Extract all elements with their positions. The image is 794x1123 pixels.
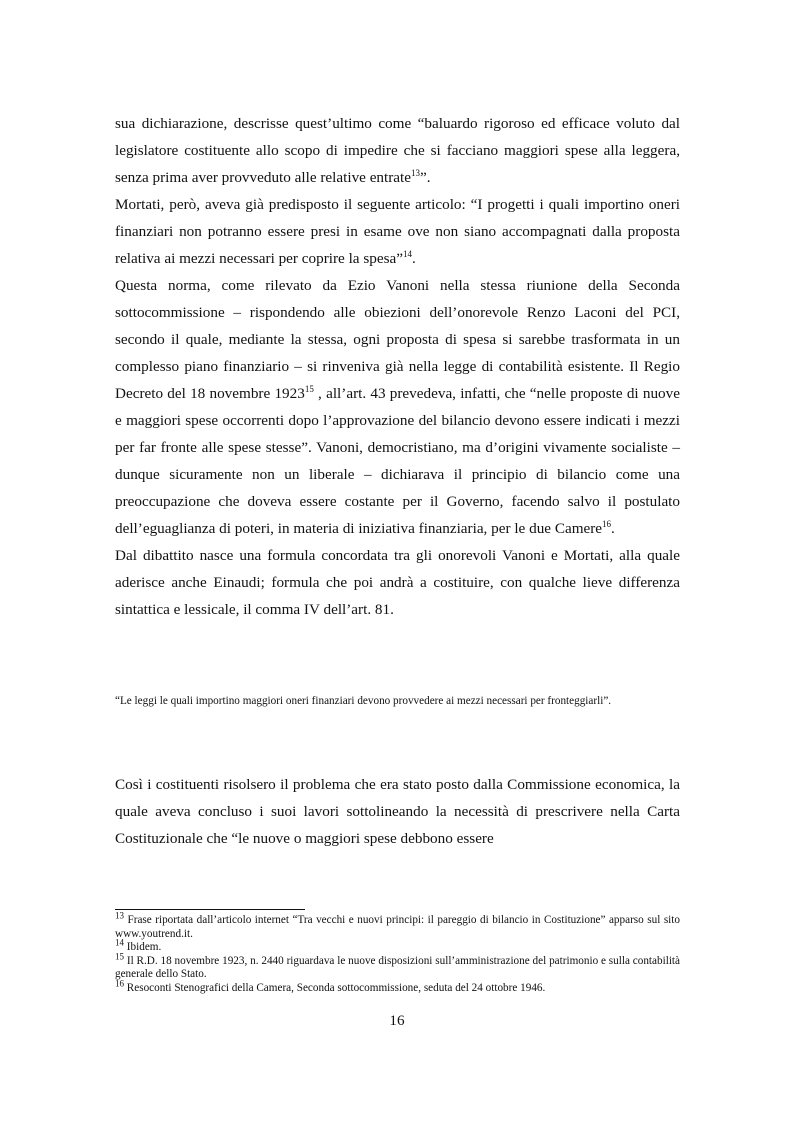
paragraph-1 [115,110,680,191]
footnotes [115,910,680,995]
page-number: 16 [389,1012,405,1029]
continued-text [115,771,680,852]
paragraph-2-end: . [411,250,416,267]
paragraph-3-middle: , all’art. 43 prevedeva, infatti, che “nelle proposte di nuove e maggiori spese occorrenti dopo l’approvazione del bilancio devono essere indicati i mezzi per far fronte alle spese stesse”. Vanoni, democristiano, ma d’origini vivamente socialiste – dunque sicuramente non un liberale – dichiarava il principio di bilancio come una preoccupazione che doveva essere costante per il Governo, facendo salvo il postulato dell’eguaglianza di poteri, in materia di iniziativa finanziaria, per le due Camere [115,385,680,537]
paragraph-1-text: sua dichiarazione, descrisse quest’ultimo come “baluardo rigoroso ed efficace voluto dal legislatore costituente allo scopo di impedire che si facciano maggiori spese alla leggera, senza prima aver provveduto alle relative entrate [115,115,680,186]
paragraph-3-end: . [611,520,615,537]
footnote-14 [115,937,680,955]
paragraph-3-text: Questa norma, come rilevato da Ezio Vanoni nella stessa riunione della Seconda sottocommissione – rispondendo alle obiezioni dell’onorevole Renzo Laconi del PCI, secondo il quale, mediante la stessa, ogni proposta di spesa si sarebbe trasformata in un complesso piano finanziario – si rinveniva già nella legge di contabilità esistente. Il Regio Decreto del 18 novembre 1923 [115,277,680,402]
footnote-number: 13 [115,910,124,921]
footnote-16 [115,977,680,996]
footnote-text: Il R.D. 18 novembre 1923, n. 2440 riguardava le nuove disposizioni sull’amministrazione del patrimonio e sulla contabilità generale dello Stato. [115,954,680,980]
footnote-13 [115,910,680,941]
footnote-text: Resoconti Stenografici della Camera, Seconda sottocommissione, seduta del 24 ottobre 1946. [124,981,546,994]
footnote-15 [115,950,680,982]
footnote-ref-15[interactable]: 15 [304,383,314,394]
paragraph-5: Così i costituenti risolsero il problema che era stato posto dalla Commissione economica, la quale aveva concluso i suoi lavori sottolineando la necessità di prescrivere nella Carta Costituzionale che “le nuove o maggiori spese debbono essere [115,776,680,847]
footnote-ref-13[interactable]: 13 [411,167,421,178]
paragraph-1-end: ”. [420,169,431,186]
footnote-ref-16[interactable]: 16 [602,518,612,529]
footnote-number: 16 [115,977,124,988]
footnote-number: 15 [115,950,124,961]
paragraph-3 [115,272,680,542]
footnote-text: Frase riportata dall’articolo internet “Tra vecchi e nuovi principi: il pareggio di bilancio in Costituzione” apparso sul sito www.youtrend.it. [115,914,680,940]
paragraph-2-text: Mortati, però, aveva già predisposto il seguente articolo: “I progetti i quali importino oneri finanziari non potranno essere presi in esame ove non siano accompagnati dalla proposta relativa ai mezzi necessari per coprire la spesa” [115,196,680,267]
paragraph-2 [115,191,680,272]
footnote-text: Ibidem. [124,941,162,953]
block-quote: “Le leggi le quali importino maggiori oneri finanziari devono provvedere ai mezzi necessari per fronteggiarli”. [115,695,612,707]
main-text [115,110,680,623]
footnote-number: 14 [115,937,124,948]
footnote-separator [115,909,305,910]
paragraph-4: Dal dibattito nasce una formula concordata tra gli onorevoli Vanoni e Mortati, alla quale aderisce anche Einaudi; formula che poi andrà a costituire, con qualche lieve differenza sintattica e lessicale, il comma IV dell’art. 81. [115,547,680,618]
footnote-ref-14[interactable]: 14 [402,248,412,259]
